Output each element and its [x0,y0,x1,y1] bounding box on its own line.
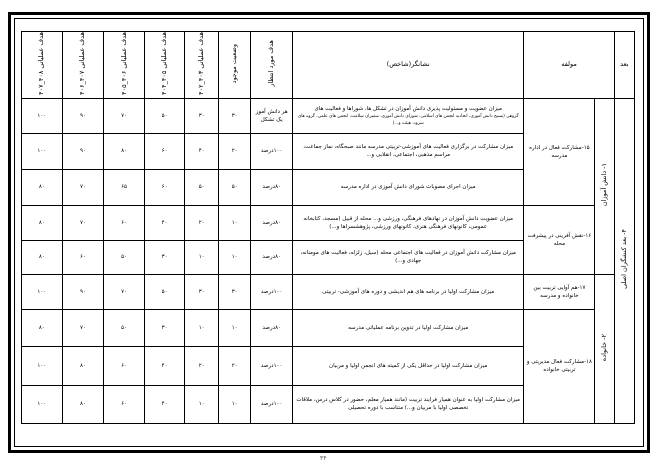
target-cell: ۷۰ [62,309,104,346]
target-cell: ۸۰ [62,346,104,385]
header-target-2: هدف عملیاتی ۴۰۵_۴۰۴ [144,32,185,99]
target-cell: ۱۰۰ [22,274,63,309]
target-cell: ۹۰ [62,274,104,309]
current-cell: ۳۰ [218,274,250,309]
target-cell: ۸۰ [22,205,63,240]
table-row [22,274,635,309]
target-cell: ۸۰ [22,309,63,346]
target-cell: ۵۰ [144,98,185,133]
current-cell: ۳۰ [218,98,250,133]
component-18: ۱۸-مشارکت فعال مدیریتی و تربیتی خانواده [524,309,595,423]
target-cell: ۲۰ [185,346,218,385]
indicator-cell: میزان مشارکت اولیا در برنامه های هم اندیشی و دوره های آموزشی- تربیتی [293,274,524,309]
target-cell: ۶۰ [62,240,104,274]
target-cell: ۷۰ [104,98,145,133]
header-target-4: هدف عملیاتی ۴۰۷_۴۰۶ [62,32,104,99]
header-target-5: هدف عملیاتی ۴۰۸_۴۰۷ [22,32,63,99]
component-16: ۱۶-نقش آفرینی در پیشرفت محله [524,205,595,274]
expected-cell: ۸۰درصد [251,169,293,205]
indicator-cell: میزان عضویت دانش آموزان در نهادهای فرهنگی، ورزشی و... محله از قبیل (مسجد، کتابخانه عمومی، کانونهای فرهنگی هنری، کانونهای ورزشی، پژوهشسراها و...) [293,205,524,240]
indicator-cell: میزان اجرای مصوبات شورای دانش آموزی در اداره مدرسه [293,169,524,205]
current-cell: ۱۰ [218,385,250,423]
indicator-cell: میزان مشارکت اولیا در حداقل یکی از کمیته های انجمن اولیا و مربیان [293,346,524,385]
target-cell: ۱۰ [185,240,218,274]
indicator-cell: میزان مشارکت اولیا به عنوان همیار فرایند تربیت (مانند همیار معلم، حضور در کلاس درس، ملاقات تخصصی اولیا با مربیان و...) متناسب با دوره تحصیلی [293,385,524,423]
target-cell: ۱۰۰ [22,98,63,133]
target-cell: ۴۰ [144,205,185,240]
table-row [22,309,635,346]
current-cell: ۲۰ [218,346,250,385]
current-cell: ۲۰ [218,133,250,169]
current-cell: ۱۰ [218,309,250,346]
expected-cell: ۱۰۰درصد [251,133,293,169]
header-row [22,32,635,99]
target-cell: ۳۰ [144,309,185,346]
target-cell: ۵۰ [185,169,218,205]
target-cell: ۴۰ [185,133,218,169]
header-expected-target: هدف مورد انتظار [251,32,293,99]
header-indicator: نشانگر(شاخص) [293,32,524,99]
header-dimension: بعد [614,32,634,99]
expected-cell: ۸۰درصد [251,240,293,274]
target-cell: ۶۰ [144,169,185,205]
table-row [22,98,635,133]
page-number: ۴۴ [320,455,327,462]
target-cell: ۷۰ [62,169,104,205]
subgroup-students: ۱- دانش آموزان [595,98,614,274]
indicator-cell: میزان عضویت و مسئولیت پذیری دانش آموزان در تشکل ها، شوراها و فعالیت های گروهی (بسیج دانش آموزی، اتحادیه انجمن های اسلامی، شورای دانش آموزی، سفیران سلامت، انجمن های علمی، گروه های سرود، هیئت و...) [293,98,524,133]
target-cell: ۸۰ [104,133,145,169]
target-cell: ۴۰ [144,346,185,385]
target-cell: ۱۰۰ [22,133,63,169]
component-15: ۱۵-مشارکت فعال در اداره مدرسه [524,98,595,205]
target-cell: ۸۰ [22,240,63,274]
expected-cell: ۱۰۰درصد [251,274,293,309]
operational-targets-table [21,31,635,424]
target-cell: ۱۰ [185,385,218,423]
target-cell: ۹۰ [62,98,104,133]
target-cell: ۴۰ [144,385,185,423]
header-current-status: وضعیت موجود [218,32,250,99]
expected-cell: هر دانش آموز یک تشکل [251,98,293,133]
target-cell: ۵۰ [104,240,145,274]
current-cell: ۱۰ [218,240,250,274]
table-row [22,205,635,240]
indicator-cell: میزان مشارکت دانش آموزان در فعالیت های اجتماعی محله (سیل، زلزله، فعالیت های مومنانه، جهادی و...) [293,240,524,274]
target-cell: ۶۰ [144,133,185,169]
target-cell: ۶۰ [104,205,145,240]
target-cell: ۱۰۰ [22,346,63,385]
header-target-3: هدف عملیاتی ۴۰۶_۴۰۵ [104,32,145,99]
current-cell: ۱۰ [218,205,250,240]
target-cell: ۶۰ [104,385,145,423]
target-cell: ۸۰ [62,385,104,423]
target-cell: ۱۰ [185,309,218,346]
expected-cell: ۸۰درصد [251,309,293,346]
target-cell: ۳۰ [185,274,218,309]
target-cell: ۶۵ [104,169,145,205]
header-target-1: هدف عملیاتی ۴۰۳_۴۰۲ [185,32,218,99]
dimension-cell: ۴- بعد کنشگران اصلی [614,98,634,423]
target-cell: ۵۰ [104,309,145,346]
header-component: مولفه [524,32,614,99]
expected-cell: ۸۰درصد [251,205,293,240]
target-cell: ۳۰ [144,240,185,274]
target-cell: ۷۰ [62,205,104,240]
target-cell: ۲۰ [185,205,218,240]
target-cell: ۳۰ [185,98,218,133]
current-cell: ۵۰ [218,169,250,205]
target-cell: ۶۰ [104,346,145,385]
indicator-cell: میزان مشارکت در برگزاری فعالیت های آموزشی-تربیتی مدرسه مانند صبحگاه، نماز جماعت، مراسم مذهبی، اجتماعی، انقلابی و... [293,133,524,169]
target-cell: ۱۰۰ [22,385,63,423]
expected-cell: ۱۰۰درصد [251,346,293,385]
component-17: ۱۷-هم آوایی تربیت بین خانواده و مدرسه [524,274,595,309]
target-cell: ۵۰ [144,274,185,309]
target-cell: ۸۰ [22,169,63,205]
target-cell: ۹۰ [62,133,104,169]
expected-cell: ۱۰۰درصد [251,385,293,423]
indicator-cell: میزان مشارکت اولیا در تدوین برنامه عملیاتی مدرسه [293,309,524,346]
subgroup-family: ۲- خانواده [595,274,614,423]
target-cell: ۷۰ [104,274,145,309]
